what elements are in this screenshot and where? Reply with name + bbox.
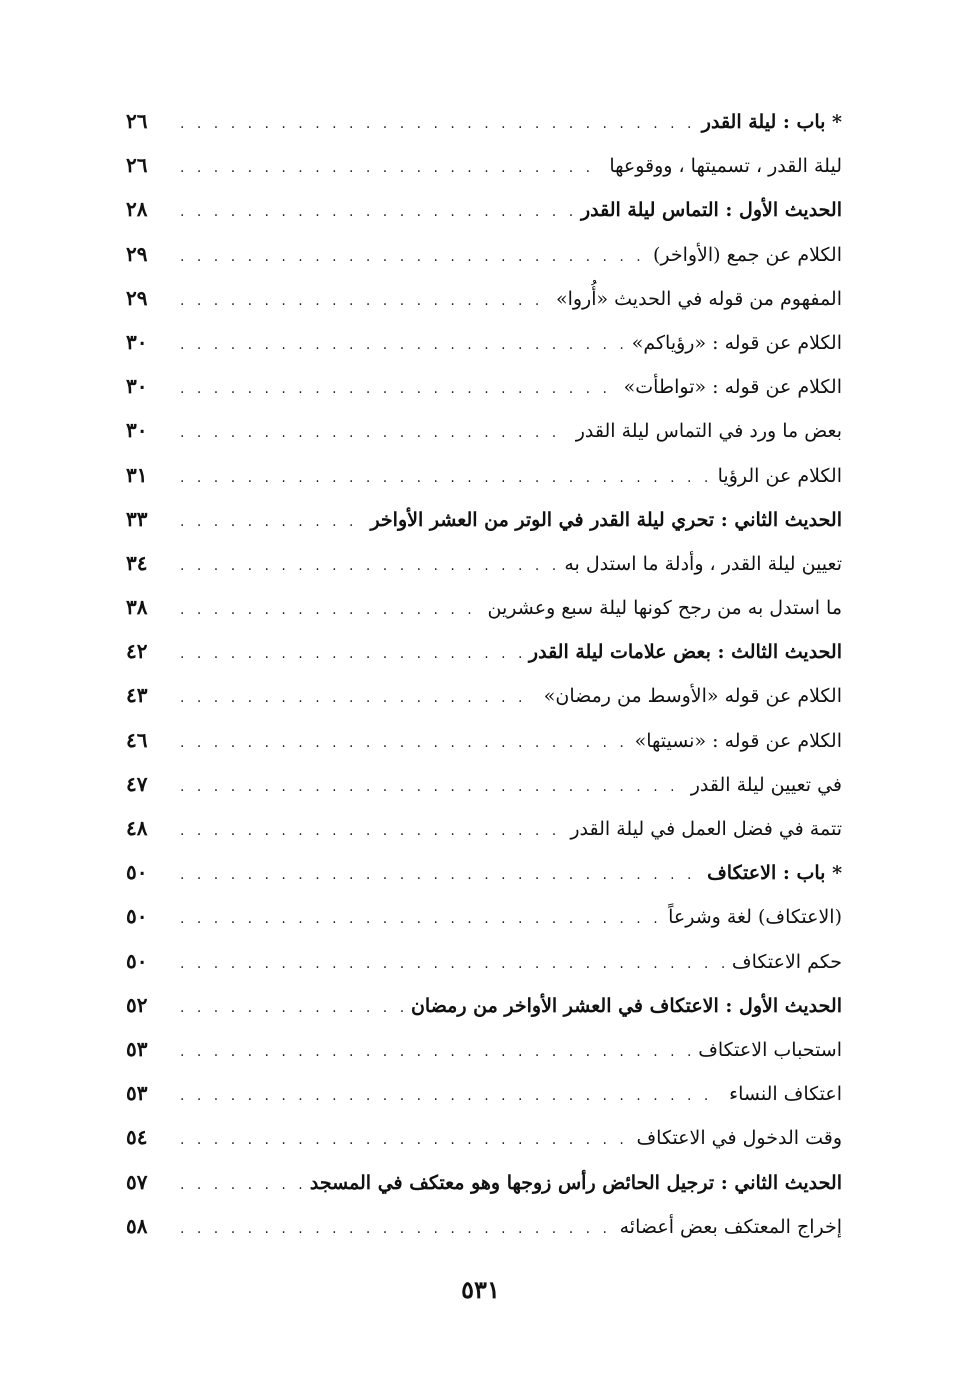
toc-entry-title: الكلام عن جمع (الأواخر) [652,243,842,266]
toc-row [126,1204,842,1248]
dot-leader [180,809,562,853]
dot-leader [180,632,521,676]
dot-leader [180,146,601,190]
toc-entry-page: ٥٠ [126,904,148,929]
dot-leader [180,456,710,500]
dot-leader [180,897,660,941]
toc-entry-title: الكلام عن قوله «الأوسط من رمضان» [543,685,842,708]
dot-leader [180,1163,302,1207]
toc-entry-title: الحديث الأول : التماس ليلة القدر [580,199,842,222]
toc-row [126,276,842,320]
dot-leader [180,942,724,986]
toc-heading-row [126,983,842,1027]
toc-row [126,453,842,497]
dot-leader [180,544,556,588]
dot-leader [180,1207,612,1251]
toc-entry-page: ٥٧ [126,1169,148,1194]
toc-entry-title: استحباب الاعتكاف [698,1038,842,1061]
toc-entry-page: ٥٠ [126,860,148,885]
dot-leader [180,1118,628,1162]
dot-leader [180,367,616,411]
toc-row [126,894,842,938]
toc-heading-row [126,187,842,231]
toc-row [126,320,842,364]
toc-entry-title: اعتكاف النساء [729,1083,842,1106]
toc-entry-page: ٥٢ [126,992,148,1017]
toc-entry-page: ٤٣ [126,683,148,708]
toc-entry-page: ٣٠ [126,418,148,443]
toc-heading-row [126,850,842,894]
toc-entry-title: الكلام عن قوله : «رؤياكم» [631,331,842,354]
toc-entry-page: ٥٠ [126,948,148,973]
dot-leader [180,676,536,720]
dot-leader [180,1074,721,1118]
toc-entry-title: الحديث الثاني : تحري ليلة القدر في الوتر من العشر الأواخر [370,508,842,531]
toc-entry-page: ٥٣ [126,1036,148,1061]
toc-row [126,762,842,806]
toc-entry-page: ٤٨ [126,816,148,840]
toc-entry-title: * باب : ليلة القدر [701,111,842,133]
toc-entry-page: ٥٨ [126,1213,148,1238]
toc-entry-title: الكلام عن قوله : «نسيتها» [634,729,842,752]
toc-entry-page: ٢٩ [126,285,148,310]
toc-row [126,585,842,629]
toc-entry-title: (الاعتكاف) لغة وشرعاً [668,906,842,929]
toc-row [126,1027,842,1071]
toc-row [126,364,842,408]
toc-entry-title: ما استدل به من رجح كونها ليلة سبع وعشرين [487,597,842,620]
toc-entry-title: الحديث الثالث : بعض علامات ليلة القدر [528,641,842,664]
dot-leader [180,765,683,809]
toc-heading-row [126,497,842,541]
toc-entry-page: ٤٦ [126,727,148,752]
toc-row [126,541,842,585]
toc-entry-title: * باب : الاعتكاف [707,862,842,885]
toc-entry-page: ٣٣ [126,506,148,531]
toc-entry-title: وقت الدخول في الاعتكاف [636,1127,842,1150]
toc-entry-title: الحديث الثاني : ترجيل الحائض رأس زوجها وهو معتكف في المسجد [309,1171,842,1194]
dot-leader [180,500,362,544]
toc-entry-page: ٥٤ [126,1125,148,1150]
toc-row [126,673,842,717]
toc-entry-title: حكم الاعتكاف [731,950,842,973]
dot-leader [180,102,694,146]
table-of-contents [126,99,842,1248]
toc-heading-row [126,629,842,673]
toc-entry-page: ٤٢ [126,639,148,664]
page-number: ٥٣١ [461,1275,500,1304]
dot-leader [180,279,548,323]
toc-entry-page: ٢٦ [126,153,148,178]
dot-leader [180,986,403,1030]
toc-heading-row [126,99,842,143]
dot-leader [180,323,624,367]
toc-entry-title: تعيين ليلة القدر ، وأدلة ما استدل به [564,552,842,575]
dot-leader [180,721,627,765]
dot-leader [180,190,573,234]
toc-entry-title: المفهوم من قوله في الحديث «أُروا» [555,287,842,310]
toc-entry-title: تتمة في فضل العمل في ليلة القدر [570,818,842,840]
toc-entry-page: ٣٠ [126,374,148,399]
toc-row [126,718,842,762]
toc-entry-page: ٣٤ [126,550,148,575]
toc-entry-page: ٢٨ [126,197,148,222]
toc-row [126,408,842,452]
toc-row [126,939,842,983]
toc-row [126,143,842,187]
toc-row [126,232,842,276]
toc-entry-title: الحديث الأول : الاعتكاف في العشر الأواخر من رمضان [410,994,842,1017]
toc-row [126,1115,842,1159]
toc-entry-title: إخراج المعتكف بعض أعضائه [619,1215,842,1238]
toc-entry-page: ٤٧ [126,771,148,796]
toc-entry-title: في تعيين ليلة القدر [690,773,842,796]
dot-leader [180,235,645,279]
dot-leader [180,588,480,632]
toc-entry-title: الكلام عن الرؤيا [717,464,842,487]
toc-entry-page: ٣٨ [126,595,148,620]
toc-entry-page: ٢٩ [126,241,148,266]
toc-heading-row [126,1160,842,1204]
toc-entry-page: ٣٠ [126,329,148,354]
dot-leader [180,411,568,455]
toc-entry-page: ٣١ [126,462,148,487]
toc-entry-title: ليلة القدر ، تسميتها ، ووقوعها [609,155,842,178]
toc-row [126,806,842,850]
toc-entry-title: الكلام عن قوله : «تواطأت» [623,376,842,399]
dot-leader [180,853,699,897]
toc-entry-title: بعض ما ورد في التماس ليلة القدر [575,420,842,443]
toc-entry-page: ٥٣ [126,1081,148,1106]
toc-entry-page: ٢٦ [126,109,148,133]
dot-leader [180,1030,690,1074]
toc-row [126,1071,842,1115]
